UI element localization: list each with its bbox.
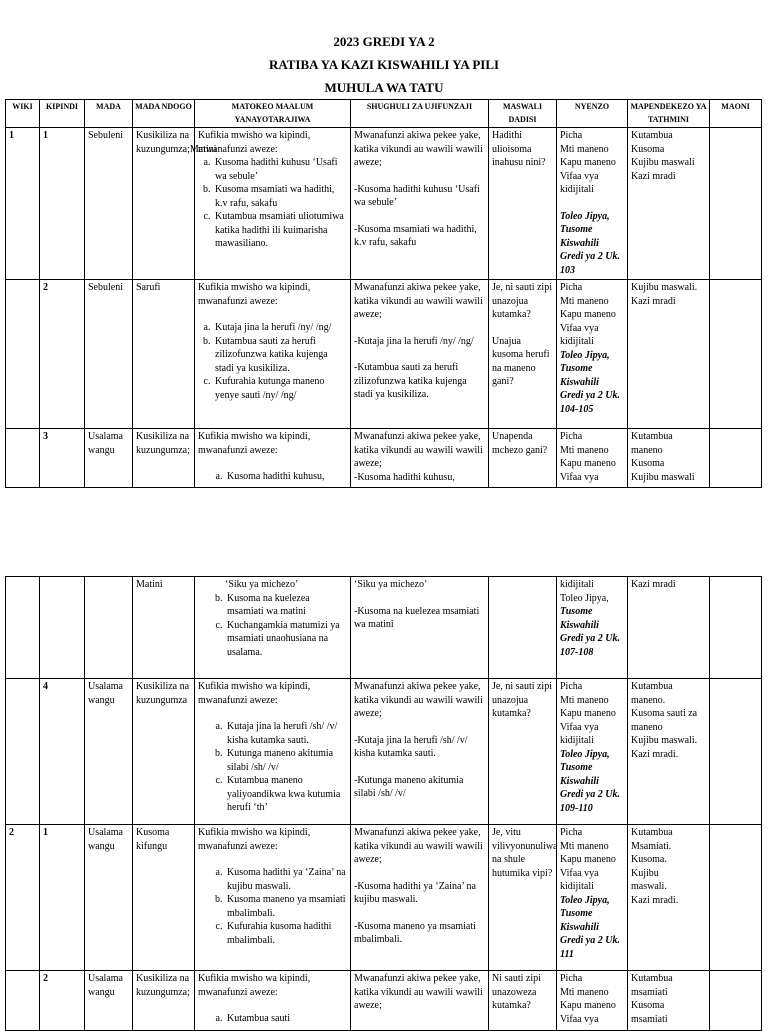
cell-mapendekezo xyxy=(628,825,710,971)
assessment-item: Kujibu maswali xyxy=(631,471,695,483)
cell-maoni xyxy=(710,971,762,1031)
table-row xyxy=(6,679,762,825)
resource-book: Toleo Jipya, Tusome Kiswahili Gredi ya 2 Uk. 103 xyxy=(560,210,620,276)
cell-wiki xyxy=(6,280,40,429)
outcome-list xyxy=(198,720,347,815)
cell-kipindi: 1 xyxy=(40,128,85,280)
outcome-item: a. Kusoma hadithi kuhusu, xyxy=(225,470,347,484)
cell-wiki: 1 xyxy=(6,128,40,280)
activity-text: -Kutunga maneno akitumia silabi /sh/ /v/ xyxy=(354,774,464,799)
cell-kipindi: 1 xyxy=(40,825,85,971)
cell-maswali: Hadithi ulioisoma inahusu nini? xyxy=(489,128,557,280)
assessment-item: Msamiati. xyxy=(631,840,672,852)
cell-mada xyxy=(85,577,133,679)
cell-mada-ndogo: Kusikiliza na kuzungumza; xyxy=(133,429,195,488)
cell-maswali xyxy=(489,577,557,679)
col-header-kipindi: KIPINDI xyxy=(40,100,85,128)
cell-matokeo xyxy=(195,971,351,1031)
activity-text: -Kutaja jina la herufi /ny/ /ng/ xyxy=(354,335,474,347)
activity-text: Mwanafunzi akiwa pekee yake, katika vikundi au wawili wawili aweze; xyxy=(354,130,483,168)
document-title-term: MUHULA WA TATU xyxy=(324,80,444,95)
cell-nyenzo xyxy=(557,679,628,825)
question-text: Unajua kusoma herufi na maneno gani? xyxy=(492,335,550,387)
outcome-item: b. Kusoma maneno ya msamiati mbalimbali. xyxy=(225,893,347,920)
cell-maswali: Ni sauti zipi unazoweza kutamka? xyxy=(489,971,557,1031)
resource-item: Kapu maneno xyxy=(560,708,616,719)
outcome-intro: Kufikia mwisho wa kipindi, mwanafunzi aweze: xyxy=(198,431,311,456)
outcome-item: a. Kutaja jina la herufi /sh/ /v/ kisha kutamka sauti. xyxy=(225,720,347,747)
cell-maoni xyxy=(710,577,762,679)
activity-text: -Kutambua sauti za herufi zilizofunzwa katika kujenga stadi ya kusikiliza. xyxy=(354,362,467,400)
assessment-item: Kusoma xyxy=(631,458,665,469)
cell-mapendekezo: Kazi mradi xyxy=(628,577,710,679)
col-header-nyenzo: NYENZO xyxy=(557,100,628,128)
cell-nyenzo xyxy=(557,280,628,429)
cell-mada-ndogo: Matini xyxy=(133,577,195,679)
assessment-item: Kujibu maswali. xyxy=(631,282,698,293)
outcome-item: a. Kutambua sauti xyxy=(225,1012,347,1026)
cell-matokeo xyxy=(195,679,351,825)
resource-item: Kapu maneno xyxy=(560,1000,616,1011)
outcome-intro: Kufikia mwisho wa kipindi, mwanafunzi aweze: xyxy=(198,130,311,155)
cell-mada: Usalama wangu xyxy=(85,971,133,1031)
cell-kipindi: 4 xyxy=(40,679,85,825)
cell-shughuli xyxy=(351,825,489,971)
resource-item: kidijitali xyxy=(560,579,594,590)
outcome-item: b. Kutunga maneno akitumia silabi /sh/ /v/ xyxy=(225,747,347,774)
outcome-list xyxy=(198,156,347,251)
col-header-matokeo: MATOKEO MAALUM YANAYOTARAJIWA xyxy=(195,100,351,128)
cell-shughuli xyxy=(351,280,489,429)
outcome-item: a. Kutaja jina la herufi /ny/ /ng/ xyxy=(213,321,347,335)
assessment-item: Kusoma sauti za maneno xyxy=(631,708,698,733)
scheme-table-part-1 xyxy=(5,99,762,488)
resource-item: Vifaa vya kidijitali xyxy=(560,170,599,195)
document-header xyxy=(0,30,768,99)
assessment-item: Kutambua maneno xyxy=(631,431,673,456)
assessment-item: Kutambua xyxy=(631,130,673,141)
col-header-wiki: WIKI xyxy=(6,100,40,128)
cell-shughuli xyxy=(351,577,489,679)
activity-text: -Kusoma hadithi kuhusu, xyxy=(354,471,455,483)
outcome-item: b. Kutambua sauti za herufi zilizofunzwa katika kujenga stadi ya kusikiliza. xyxy=(213,335,347,376)
outcome-item: a. Kusoma hadithi ya ‘Zaina’ na kujibu maswali. xyxy=(225,866,347,893)
col-header-shughuli: SHUGHULI ZA UJIFUNZAJI xyxy=(351,100,489,128)
resource-item: Kapu maneno xyxy=(560,854,616,865)
table-header-row xyxy=(6,100,762,128)
table-row xyxy=(6,128,762,280)
activity-text: Mwanafunzi akiwa pekee yake, katika vikundi au wawili wawili aweze; xyxy=(354,282,483,320)
cell-matokeo xyxy=(195,825,351,971)
cell-kipindi xyxy=(40,577,85,679)
outcome-list xyxy=(198,866,347,947)
cell-shughuli: Mwanafunzi akiwa pekee yake, katika vikundi au wawili wawili aweze; xyxy=(351,971,489,1031)
assessment-item: Kazi mradi. xyxy=(631,894,679,906)
document-title-scheme: RATIBA YA KAZI KISWAHILI YA PILI xyxy=(268,57,500,72)
document-title-year: 2023 GREDI YA 2 xyxy=(333,34,435,49)
cell-maoni xyxy=(710,280,762,429)
outcome-item: c. Kutambua msamiati uliotumiwa katika hadithi ili kuimarisha mawasiliano. xyxy=(213,210,347,251)
activity-text: -Kutaja jina la herufi /sh/ /v/ kisha kutamka sauti. xyxy=(354,734,468,759)
cell-maswali: Unapenda mchezo gani? xyxy=(489,429,557,488)
cell-wiki xyxy=(6,679,40,825)
activity-text: -Kusoma hadithi ya ‘Zaina’ na kujibu maswali. xyxy=(354,880,476,905)
assessment-item: maswali. xyxy=(631,881,667,892)
cell-shughuli xyxy=(351,128,489,280)
cell-mada: Usalama wangu xyxy=(85,679,133,825)
cell-wiki xyxy=(6,971,40,1031)
activity-text: -Kusoma maneno ya msamiati mbalimbali. xyxy=(354,920,476,945)
outcome-list xyxy=(198,470,347,484)
cell-nyenzo xyxy=(557,825,628,971)
outcome-intro: Kufikia mwisho wa kipindi, mwanafunzi aweze: xyxy=(198,681,311,706)
outcome-item: a. Kusoma hadithi kuhusu ‘Usafi wa sebule’ xyxy=(213,156,347,183)
assessment-item: Kujibu maswali xyxy=(631,157,695,168)
col-header-mapendekezo: MAPENDEKEZO YA TATHMINI xyxy=(628,100,710,128)
activity-text: -Kusoma na kuelezea msamiati wa matini xyxy=(354,605,480,630)
cell-mada-ndogo: Kusikiliza na kuzungumza; xyxy=(133,971,195,1031)
assessment-item: Kutambua maneno. xyxy=(631,681,673,706)
resource-item: Picha xyxy=(560,130,583,141)
cell-maoni xyxy=(710,825,762,971)
resource-item: Vifaa vya kidijitali xyxy=(560,721,599,746)
activity-text: -Kusoma hadithi kuhusu ‘Usafi wa sebule’ xyxy=(354,183,480,208)
activity-text: Mwanafunzi akiwa pekee yake, katika vikundi au wawili wawili aweze; xyxy=(354,431,483,469)
resource-item: Picha xyxy=(560,681,583,692)
outcome-item: c. Kufurahia kusoma hadithi mbalimbali. xyxy=(225,920,347,947)
resource-book: Tusome Kiswahili Gredi ya 2 Uk. 107-108 xyxy=(560,606,620,658)
cell-mada: Sebuleni xyxy=(85,280,133,429)
resource-item: Mti maneno xyxy=(560,143,609,155)
cell-mapendekezo xyxy=(628,971,710,1031)
outcome-intro: Kufikia mwisho wa kipindi, mwanafunzi aweze: xyxy=(198,973,311,998)
cell-shughuli xyxy=(351,429,489,488)
cell-maoni xyxy=(710,429,762,488)
resource-book: Toleo Jipya, Tusome Kiswahili Gredi ya 2 Uk. 104-105 xyxy=(560,349,620,415)
resource-book: Toleo Jipya, Tusome Kiswahili Gredi ya 2 Uk. 111 xyxy=(560,894,620,960)
outcome-intro: Kufikia mwisho wa kipindi, mwanafunzi aweze: xyxy=(198,282,311,307)
cell-maswali: Je, ni sauti zipi unazojua kutamka? xyxy=(489,679,557,825)
cell-maoni xyxy=(710,679,762,825)
activity-text: -Kusoma msamiati wa hadithi, k.v rafu, sakafu xyxy=(354,223,477,248)
cell-nyenzo xyxy=(557,971,628,1031)
cell-mada-ndogo: Kusikiliza na kuzungumza;Matini xyxy=(133,128,195,280)
cell-nyenzo xyxy=(557,577,628,679)
table-row-continued xyxy=(6,577,762,679)
cell-wiki xyxy=(6,429,40,488)
cell-mada-ndogo: Sarufi xyxy=(133,280,195,429)
cell-matokeo xyxy=(195,577,351,679)
col-header-mada: MADA xyxy=(85,100,133,128)
resource-item: Picha xyxy=(560,973,583,984)
activity-text: ‘Siku ya michezo’ xyxy=(354,579,428,590)
assessment-item: Kazi mradi. xyxy=(631,748,679,760)
cell-mada-ndogo: Kusikiliza na kuzungumza xyxy=(133,679,195,825)
resource-item: Vifaa vya xyxy=(560,471,599,483)
assessment-item: Kazi mradi xyxy=(631,170,676,182)
resource-item: Vifaa vya xyxy=(560,1013,599,1025)
resource-item: Mti maneno xyxy=(560,986,609,998)
cell-kipindi: 2 xyxy=(40,971,85,1031)
assessment-item: Kutambua msamiati xyxy=(631,973,673,998)
cell-mada-ndogo: Kusoma kifungu xyxy=(133,825,195,971)
cell-maswali xyxy=(489,280,557,429)
cell-kipindi: 2 xyxy=(40,280,85,429)
outcome-item: c. Kutambua maneno yaliyoandikwa kwa kutumia herufi ‘th’ xyxy=(225,774,347,815)
outcome-item: c. Kuchangamkia matumizi ya msamiati unaohusiana na usalama. xyxy=(225,619,347,660)
cell-mapendekezo xyxy=(628,280,710,429)
scheme-table-part-2 xyxy=(5,576,762,1031)
cell-mada: Usalama wangu xyxy=(85,825,133,971)
assessment-item: Kusoma xyxy=(631,143,665,155)
cell-wiki xyxy=(6,577,40,679)
resource-item: Picha xyxy=(560,431,583,442)
resource-item: Kapu maneno xyxy=(560,157,616,168)
cell-wiki: 2 xyxy=(6,825,40,971)
cell-shughuli xyxy=(351,679,489,825)
resource-item: Mti maneno xyxy=(560,444,609,456)
cell-nyenzo xyxy=(557,429,628,488)
col-header-mada-ndogo: MADA NDOGO xyxy=(133,100,195,128)
col-header-maswali: MASWALI DADISI xyxy=(489,100,557,128)
outcome-intro: Kufikia mwisho wa kipindi, mwanafunzi aweze: xyxy=(198,827,311,852)
cell-kipindi: 3 xyxy=(40,429,85,488)
resource-item: Vifaa vya kidijitali xyxy=(560,322,599,347)
outcome-item: b. Kusoma na kuelezea msamiati wa matini xyxy=(225,592,347,619)
question-text: Je, ni sauti zipi unazojua kutamka? xyxy=(492,282,552,320)
cell-matokeo xyxy=(195,429,351,488)
activity-text: Mwanafunzi akiwa pekee yake, katika vikundi au wawili wawili aweze; xyxy=(354,681,483,719)
cell-matokeo xyxy=(195,280,351,429)
assessment-item: Kujibu xyxy=(631,867,659,879)
resource-item: Mti maneno xyxy=(560,295,609,307)
cell-mapendekezo xyxy=(628,679,710,825)
resource-item: Picha xyxy=(560,282,583,293)
outcome-list xyxy=(198,592,347,660)
cell-mada: Usalama wangu xyxy=(85,429,133,488)
resource-item: Vifaa vya kidijitali xyxy=(560,867,599,892)
assessment-item: Kusoma xyxy=(631,1000,665,1011)
table-row xyxy=(6,280,762,429)
assessment-item: Kujibu maswali. xyxy=(631,735,698,746)
table-row xyxy=(6,429,762,488)
cell-mada: Sebuleni xyxy=(85,128,133,280)
outcome-continued: ‘Siku ya michezo’ xyxy=(225,579,299,590)
assessment-item: Kazi mradi xyxy=(631,295,676,307)
resource-item: Kapu maneno xyxy=(560,458,616,469)
resource-item: Mti maneno xyxy=(560,840,609,852)
cell-maswali: Je, vitu vilivyonunuliwa na shule hutumika vipi? xyxy=(489,825,557,971)
resource-item: Toleo Jipya, xyxy=(560,592,609,604)
cell-mapendekezo xyxy=(628,429,710,488)
assessment-item: Kusoma. xyxy=(631,854,667,865)
cell-nyenzo xyxy=(557,128,628,280)
outcome-list xyxy=(198,321,347,402)
table-row xyxy=(6,825,762,971)
col-header-maoni: MAONI xyxy=(710,100,762,128)
cell-matokeo xyxy=(195,128,351,280)
assessment-item: Kutambua xyxy=(631,827,673,838)
cell-mapendekezo xyxy=(628,128,710,280)
assessment-item: msamiati xyxy=(631,1013,668,1025)
activity-text: Mwanafunzi akiwa pekee yake, katika vikundi au wawili wawili aweze; xyxy=(354,827,483,865)
resource-item: Kapu maneno xyxy=(560,309,616,320)
cell-maoni xyxy=(710,128,762,280)
resource-item: Mti maneno xyxy=(560,694,609,706)
outcome-item: b. Kusoma msamiati wa hadithi, k.v rafu, sakafu xyxy=(213,183,347,210)
outcome-list xyxy=(198,1012,347,1026)
outcome-item: c. Kufurahia kutunga maneno yenye sauti /ny/ /ng/ xyxy=(213,375,347,402)
table-row xyxy=(6,971,762,1031)
resource-item: Picha xyxy=(560,827,583,838)
resource-book: Toleo Jipya, Tusome Kiswahili Gredi ya 2 Uk. 109-110 xyxy=(560,748,620,814)
